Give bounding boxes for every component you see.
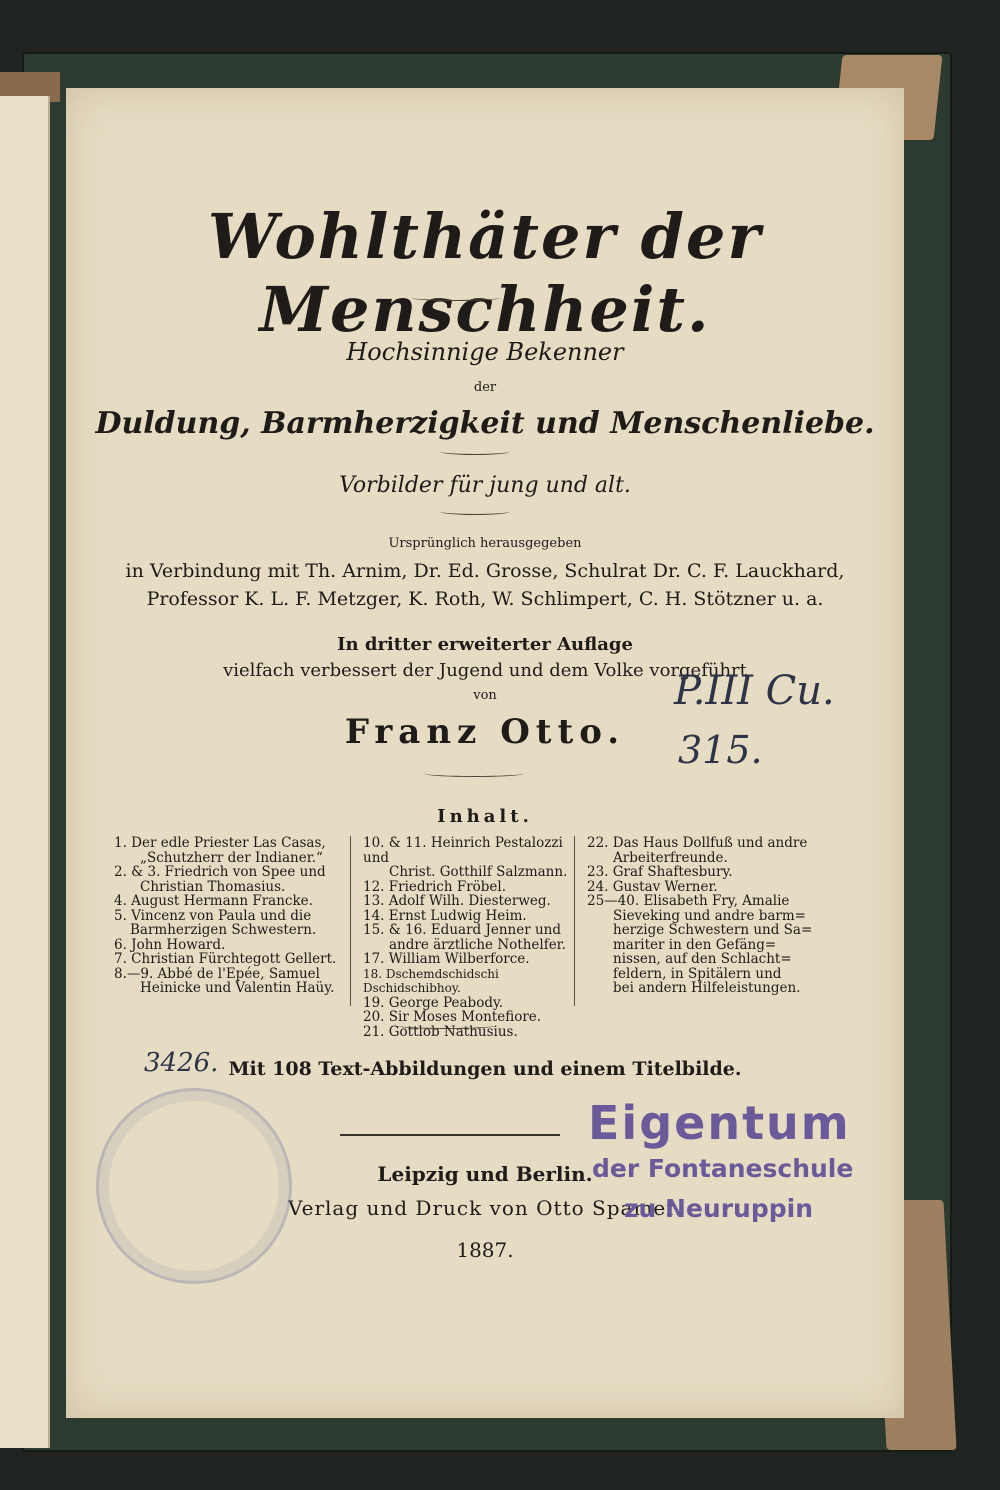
handwritten-shelfmark-1: P.III Cu. bbox=[674, 668, 835, 714]
publisher-rule bbox=[340, 1134, 560, 1136]
ownership-stamp-line-2: der Fontaneschule bbox=[592, 1154, 854, 1183]
handwritten-number: 3426. bbox=[144, 1048, 219, 1078]
title-page bbox=[66, 88, 904, 1418]
toc-entry: 19. George Peabody. bbox=[363, 994, 504, 1011]
illustrations-note: Mit 108 Text-Abbildungen und einem Titelbilde. bbox=[228, 1058, 742, 1080]
toc-entry: andre ärztliche Nothelfer. bbox=[389, 936, 566, 953]
contents-heading: Inhalt. bbox=[437, 806, 533, 827]
subtitle-line-1: Hochsinnige Bekenner bbox=[346, 338, 624, 366]
handwritten-shelfmark-2: 315. bbox=[678, 728, 763, 772]
toc-entry: feldern, in Spitälern und bbox=[613, 965, 782, 982]
subtitle-line-2: Duldung, Barmherzigkeit und Menschenliebe. bbox=[95, 406, 875, 441]
toc-column-3 bbox=[574, 836, 857, 1006]
publication-year: 1887. bbox=[456, 1238, 514, 1262]
toc-entry: 6. John Howard. bbox=[114, 936, 226, 953]
toc-entry: Heinicke und Valentin Haüy. bbox=[140, 980, 335, 996]
toc-entry: mariter in den Gefäng= bbox=[613, 936, 777, 953]
toc-entry: Barmherzigen Schwestern. bbox=[130, 922, 317, 938]
title-divider bbox=[411, 294, 501, 301]
toc-entry: herzige Schwestern und Sa= bbox=[613, 922, 813, 938]
ownership-stamp-line-1: Eigentum bbox=[588, 1096, 851, 1150]
toc-column-2 bbox=[350, 835, 577, 1040]
toc-entry: 24. Gustav Werner. bbox=[587, 878, 718, 895]
toc-entry: Christ. Gotthilf Salzmann. bbox=[389, 864, 568, 880]
toc-entry: 18. Dschemdschidschi Dschidschibhoy. bbox=[363, 966, 499, 995]
toc-entry: Arbeiterfreunde. bbox=[613, 849, 728, 866]
subtitle-line-3: Vorbilder für jung und alt. bbox=[339, 473, 631, 498]
ownership-stamp-line-3: zu Neuruppin bbox=[624, 1194, 814, 1223]
author-divider bbox=[424, 770, 524, 777]
subtitle-der: der bbox=[473, 380, 497, 395]
facing-page-edge bbox=[0, 96, 50, 1448]
editors-line-2: Professor K. L. F. Metzger, K. Roth, W. Schlimpert, C. H. Stötzner u. a. bbox=[146, 588, 824, 610]
toc-entry: „Schutzherr der Indianer.“ bbox=[140, 849, 323, 866]
toc-entry: 8.—9. Abbé de l'Epée, Samuel bbox=[114, 965, 320, 982]
contents-divider bbox=[396, 1022, 496, 1029]
toc-entry: 25—40. Elisabeth Fry, Amalie bbox=[587, 893, 790, 909]
toc-entry: 21. Gottlob Nathusius. bbox=[363, 1023, 518, 1040]
publisher-line: Verlag und Druck von Otto Spamer. bbox=[288, 1196, 682, 1220]
toc-entry: 5. Vincenz von Paula und die bbox=[114, 907, 312, 924]
round-library-stamp bbox=[96, 1088, 292, 1284]
book-title: Wohlthäter der Menschheit. bbox=[207, 200, 763, 346]
edition-line-2: vielfach verbessert der Jugend und dem Volke vorgeführt bbox=[223, 660, 747, 681]
editors-heading: Ursprünglich herausgegeben bbox=[388, 536, 582, 551]
toc-entry: 13. Adolf Wilh. Diesterweg. bbox=[363, 893, 551, 909]
publication-place: Leipzig und Berlin. bbox=[377, 1162, 593, 1186]
toc-entry: 7. Christian Fürchtegott Gellert. bbox=[114, 951, 337, 967]
toc-entry: 22. Das Haus Dollfuß und andre bbox=[587, 835, 808, 851]
toc-entry: 1. Der edle Priester Las Casas, bbox=[114, 835, 326, 851]
toc-entry: 14. Ernst Ludwig Heim. bbox=[363, 907, 527, 924]
subtitle-divider-2 bbox=[440, 508, 510, 515]
author-von: von bbox=[473, 688, 497, 703]
toc-entry: 17. William Wilberforce. bbox=[363, 951, 530, 967]
toc-column-1 bbox=[114, 836, 354, 996]
toc-entry: 15. & 16. Eduard Jenner und bbox=[363, 922, 562, 938]
toc-entry: 12. Friedrich Fröbel. bbox=[363, 878, 507, 895]
toc-entry: bei andern Hilfeleistungen. bbox=[613, 980, 801, 996]
editors-line-1: in Verbindung mit Th. Arnim, Dr. Ed. Grosse, Schulrat Dr. C. F. Lauckhard, bbox=[125, 560, 845, 582]
toc-entry: 4. August Hermann Francke. bbox=[114, 893, 313, 909]
toc-entry: 23. Graf Shaftesbury. bbox=[587, 864, 733, 880]
toc-entry: 10. & 11. Heinrich Pestalozzi und bbox=[363, 835, 563, 866]
subtitle-divider bbox=[440, 448, 510, 455]
toc-entry: Sieveking und andre barm= bbox=[613, 907, 806, 924]
author-name: Franz Otto. bbox=[344, 712, 626, 752]
edition-line-1: In dritter erweiterter Auflage bbox=[337, 634, 633, 655]
toc-entry: 2. & 3. Friedrich von Spee und bbox=[114, 864, 326, 880]
toc-entry: 20. Sir Moses Montefiore. bbox=[363, 1009, 542, 1025]
toc-entry: nissen, auf den Schlacht= bbox=[613, 951, 792, 967]
toc-entry: Christian Thomasius. bbox=[140, 878, 286, 895]
